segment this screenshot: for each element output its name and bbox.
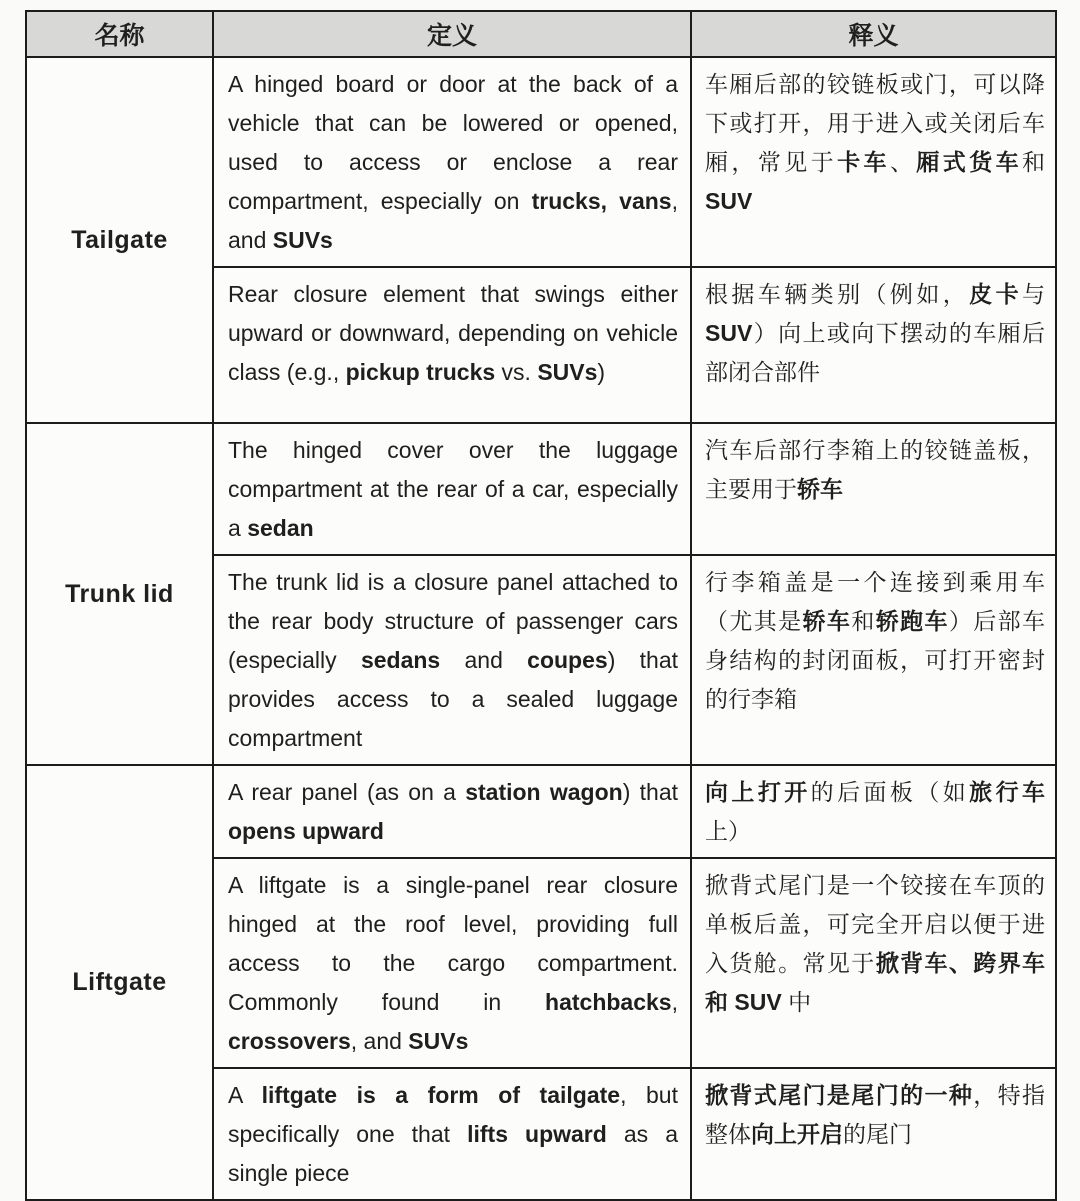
emphasized-text: station wagon [465,779,623,805]
header-meaning: 释义 [691,11,1056,57]
emphasized-text: SUV [705,188,753,214]
definition-cell [213,423,691,555]
meaning-cell [691,555,1056,765]
meaning-cell [691,267,1056,423]
header-name: 名称 [26,11,213,57]
meaning-cell [691,423,1056,555]
text-segment: 上） [705,818,751,844]
text-segment: 的尾门 [843,1121,912,1147]
text-segment: 的后面板（如 [810,779,970,805]
text-segment: ) that provides access to a sealed luggage compartment [228,647,679,751]
emphasized-text: 卡车 [837,149,890,175]
emphasized-text: opens upward [228,818,384,844]
text-segment: 汽车后部行李箱上的铰链盖板，主要用于 [705,437,1045,502]
term-cell: Tailgate [26,57,213,423]
text-segment: A hinged board or door at the back of a vehicle that can be lowered or opened, used to access or enclose a rear compartment, especially on [228,71,678,214]
text-segment: ）后部车身结构的封闭面板，可打开密封的行李箱 [705,608,1046,712]
text-segment: ) that [622,779,678,805]
text-segment: 、 [889,149,917,175]
meaning-cell [691,57,1056,267]
meaning-cell [691,1068,1056,1200]
text-segment: 掀背式尾门是一个铰接在车顶的单板后盖，可完全开启以便于进入货舱。常见于 [705,872,1045,976]
definition-cell [213,267,691,423]
emphasized-text: 掀背式尾门是尾门的一种 [705,1082,974,1108]
emphasized-text: coupes [527,647,608,673]
text-segment: vs. [495,359,538,385]
definition-cell [213,765,691,858]
meaning-cell [691,858,1056,1068]
header-definition: 定义 [213,11,691,57]
emphasized-text: 旅行车 [969,779,1046,805]
text-segment: 和 [1022,149,1046,175]
emphasized-text: trucks, vans [531,188,672,214]
table-row [26,57,1056,267]
text-segment: , but specifically one that [228,1082,678,1147]
emphasized-text: SUVs [408,1028,469,1054]
emphasized-text: liftgate is a form of tailgate [261,1082,621,1108]
header-row [26,11,1056,57]
text-segment: as a single piece [228,1121,678,1186]
text-segment: and [440,647,528,673]
definition-cell [213,1068,691,1200]
meaning-cell [691,765,1056,858]
text-segment: ，特指整体 [705,1082,1046,1147]
text-segment: A rear panel (as on a [228,779,466,805]
terminology-table [25,10,1057,1201]
emphasized-text: 厢式货车 [916,149,1023,175]
text-segment: Rear closure element that swings either upward or downward, depending on vehicle class (e.g., [228,281,678,385]
emphasized-text: 向上打开 [705,779,811,805]
text-segment: The trunk lid is a closure panel attached to the rear body structure of passenger cars (especially [228,569,678,673]
definition-cell [213,555,691,765]
text-segment: 和 [851,608,876,634]
emphasized-text: 皮卡 [969,281,1023,307]
definition-cell [213,858,691,1068]
text-segment: 与 [1022,281,1046,307]
emphasized-text: lifts upward [467,1121,607,1147]
table-row [26,423,1056,555]
emphasized-text: pickup trucks [345,359,496,385]
text-segment: A liftgate is a single-panel rear closure hinged at the roof level, providing full access to the cargo compartment. Commonly found in [228,872,678,1015]
table-body [26,57,1056,1200]
emphasized-text: SUVs [272,227,333,253]
text-segment: The hinged cover over the luggage compartment at the rear of a car, especially a [228,437,678,541]
table-header [26,11,1056,57]
table-row [26,765,1056,858]
text-segment: ) [597,359,606,385]
emphasized-text: crossovers [228,1028,351,1054]
emphasized-text: 掀背车、跨界车和 SUV [705,950,1046,1015]
text-segment: 车厢后部的铰链板或门，可以降下或打开，用于进入或关闭后车厢，常见于 [705,71,1045,175]
emphasized-text: 轿跑车 [875,608,949,634]
emphasized-text: SUV [705,320,753,346]
definition-cell [213,57,691,267]
emphasized-text: 向上开启 [751,1121,843,1147]
term-cell: Liftgate [26,765,213,1200]
text-segment: 行李箱盖是一个连接到乘用车（尤其是 [705,569,1045,634]
text-segment: , [671,989,678,1015]
text-segment: 根据车辆类别（例如， [705,281,970,307]
text-segment: , and [228,188,678,253]
text-segment: , and [350,1028,409,1054]
text-segment: 中 [781,989,812,1015]
emphasized-text: sedan [247,515,314,541]
term-cell: Trunk lid [26,423,213,765]
text-segment: A [228,1082,262,1108]
text-segment: ）向上或向下摆动的车厢后部闭合部件 [705,320,1045,385]
emphasized-text: 轿车 [797,476,843,502]
emphasized-text: SUVs [537,359,598,385]
emphasized-text: 轿车 [802,608,852,634]
emphasized-text: hatchbacks [545,989,672,1015]
emphasized-text: sedans [360,647,441,673]
